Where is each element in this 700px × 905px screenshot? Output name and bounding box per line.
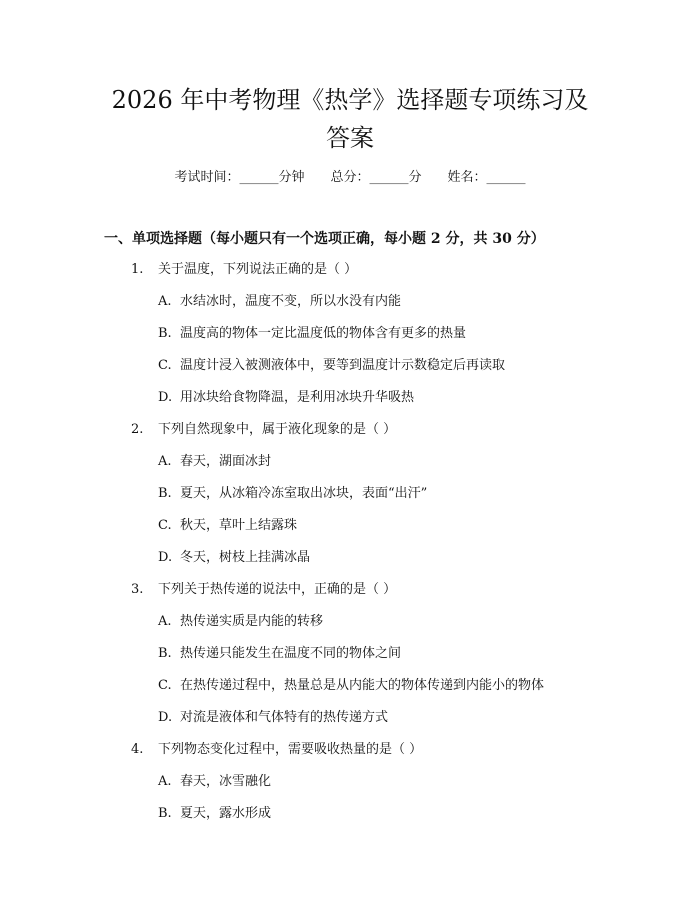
option-label: B. (158, 646, 172, 661)
option-label: D. (158, 390, 173, 405)
option-text: 春天，冰雪融化 (180, 774, 272, 789)
option-text: 在热传递过程中，热量总是从内能大的物体传递到内能小的物体 (180, 678, 545, 693)
question-number: 1. (131, 262, 144, 277)
option-label: A. (158, 614, 172, 629)
question-text: 下列关于热传递的说法中，正确的是（ ） (158, 582, 397, 597)
option-text: 夏天，露水形成 (180, 806, 272, 821)
option-text: 热传递只能发生在温度不同的物体之间 (180, 646, 402, 661)
exam-info-line (0, 168, 700, 188)
question-text: 下列物态变化过程中，需要吸收热量的是（ ） (158, 742, 423, 757)
option-label: A. (158, 774, 172, 789)
option-text: 秋天，草叶上结露珠 (180, 518, 298, 533)
document-title-line-2: 答案 (326, 124, 374, 152)
option-3d (158, 708, 388, 728)
option-text: 用冰块给食物降温，是利用冰块升华吸热 (180, 390, 415, 405)
student-name-field: 姓名：______ (447, 170, 526, 185)
document-title-line-1: 2026 年中考物理《热学》选择题专项练习及 (111, 86, 589, 114)
question-1 (131, 260, 357, 280)
option-3a (158, 612, 323, 632)
option-label: B. (158, 326, 172, 341)
exam-time-field: 考试时间：______分钟 (174, 170, 305, 185)
option-4b (158, 804, 271, 824)
option-2b (158, 484, 427, 504)
question-2 (131, 420, 396, 440)
section-heading: 一、单项选择题（每小题只有一个选项正确，每小题 2 分，共 30 分） (104, 231, 545, 247)
option-label: C. (158, 518, 172, 533)
question-4 (131, 740, 422, 760)
option-label: B. (158, 806, 172, 821)
question-number: 4. (131, 742, 144, 757)
option-label: B. (158, 486, 172, 501)
question-number: 2. (131, 422, 144, 437)
question-number: 3. (131, 582, 144, 597)
option-label: C. (158, 358, 172, 373)
question-3 (131, 580, 396, 600)
question-text: 关于温度，下列说法正确的是（ ） (158, 262, 358, 277)
option-1b (158, 324, 466, 344)
option-label: A. (158, 454, 172, 469)
option-text: 冬天，树枝上挂满冰晶 (180, 550, 311, 565)
option-2c (158, 516, 297, 536)
option-text: 春天，湖面冰封 (180, 454, 272, 469)
option-text: 夏天，从冰箱冷冻室取出冰块，表面“出汗” (180, 486, 428, 501)
option-label: A. (158, 294, 172, 309)
option-text: 温度计浸入被测液体中，要等到温度计示数稳定后再读取 (180, 358, 506, 373)
option-text: 对流是液体和气体特有的热传递方式 (180, 710, 389, 725)
option-text: 温度高的物体一定比温度低的物体含有更多的热量 (180, 326, 467, 341)
option-3c (158, 676, 544, 696)
option-2d (158, 548, 310, 568)
option-1a (158, 292, 401, 312)
option-label: D. (158, 550, 173, 565)
option-label: C. (158, 678, 172, 693)
option-label: D. (158, 710, 173, 725)
question-text: 下列自然现象中，属于液化现象的是（ ） (158, 422, 397, 437)
option-4a (158, 772, 271, 792)
option-3b (158, 644, 401, 664)
option-text: 热传递实质是内能的转移 (180, 614, 324, 629)
option-text: 水结冰时，温度不变，所以水没有内能 (180, 294, 402, 309)
option-2a (158, 452, 271, 472)
total-score-field: 总分：______分 (330, 170, 422, 185)
option-1c (158, 356, 505, 376)
option-1d (158, 388, 414, 408)
